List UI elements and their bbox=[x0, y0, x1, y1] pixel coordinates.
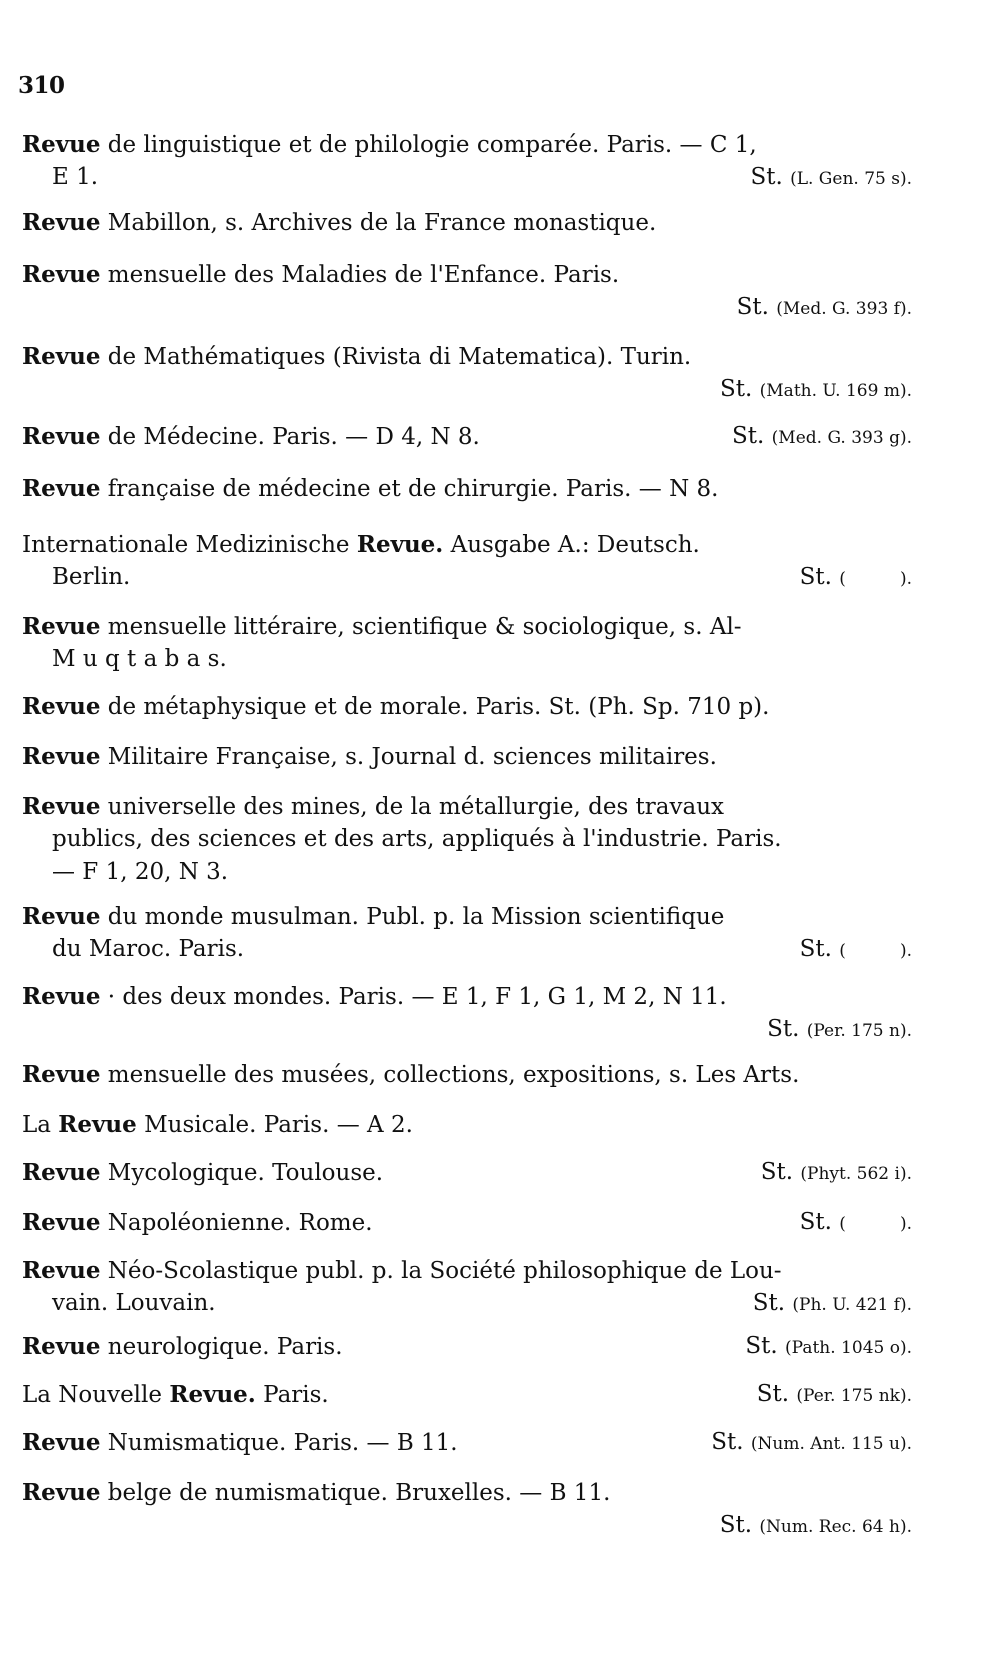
entry-keyword: Revue bbox=[22, 793, 101, 820]
entry-keyword: Revue bbox=[22, 261, 101, 288]
entry-text: E 1. bbox=[52, 164, 99, 190]
entry-line bbox=[22, 610, 912, 643]
entry-line bbox=[22, 1476, 912, 1509]
entry-line bbox=[22, 1206, 912, 1239]
entry-line bbox=[22, 161, 912, 194]
entry-22 bbox=[22, 1476, 912, 1542]
entry-line bbox=[22, 690, 912, 723]
shelf-code: ( ). bbox=[839, 1214, 912, 1234]
entry-text: · des deux mondes. Paris. — E 1, F 1, G 1, M 2, N 11. bbox=[100, 984, 727, 1010]
entry-line bbox=[22, 1156, 912, 1189]
entry-keyword: Revue bbox=[22, 1429, 101, 1456]
shelf-st: St. bbox=[767, 1016, 800, 1042]
entry-20 bbox=[22, 1378, 912, 1411]
shelf-st: St. bbox=[750, 164, 783, 190]
shelf-code: (Per. 175 n). bbox=[806, 1021, 912, 1041]
entry-6 bbox=[22, 472, 912, 505]
entry-line bbox=[22, 561, 912, 594]
entry-line bbox=[22, 528, 912, 561]
entry-line bbox=[22, 900, 912, 933]
shelf-mark bbox=[732, 420, 912, 455]
entry-text: Mabillon, s. Archives de la France monastique. bbox=[100, 210, 657, 236]
shelf-st: St. bbox=[799, 936, 832, 962]
entry-3 bbox=[22, 258, 912, 324]
shelf-mark bbox=[711, 1426, 912, 1461]
entry-prefix: La Nouvelle bbox=[22, 1382, 170, 1408]
entry-line bbox=[22, 1108, 912, 1141]
entry-line bbox=[22, 1378, 912, 1411]
entry-text: neurologique. Paris. bbox=[100, 1334, 343, 1360]
entry-text: de Mathématiques (Rivista di Matematica). Turin. bbox=[100, 344, 692, 370]
entry-keyword: Revue bbox=[22, 343, 101, 370]
entry-14 bbox=[22, 1058, 912, 1091]
entry-text: du Maroc. Paris. bbox=[52, 936, 245, 962]
entry-5 bbox=[22, 420, 912, 453]
shelf-st: St. bbox=[736, 294, 769, 320]
entry-keyword: Revue bbox=[22, 209, 101, 236]
entry-10 bbox=[22, 740, 912, 773]
entry-keyword: Revue bbox=[22, 475, 101, 502]
shelf-st: St. bbox=[756, 1381, 790, 1407]
entry-19 bbox=[22, 1330, 912, 1363]
shelf-code: (Num. Ant. 115 u). bbox=[750, 1434, 912, 1454]
page-number: 310 bbox=[18, 72, 65, 99]
entry-line bbox=[22, 933, 912, 966]
shelf-mark bbox=[737, 291, 912, 326]
entry-text: de linguistique et de philologie comparée. Paris. — C 1, bbox=[100, 132, 757, 158]
entry-prefix: Internationale Medizinische bbox=[22, 532, 357, 558]
entry-text: Néo-Scolastique publ. p. la Société philosophique de Lou- bbox=[100, 1258, 782, 1284]
entry-13 bbox=[22, 980, 912, 1046]
shelf-st: St. bbox=[719, 1512, 753, 1538]
entry-line bbox=[22, 472, 912, 505]
entry-line bbox=[22, 1013, 912, 1046]
entry-line bbox=[22, 420, 912, 453]
entry-text: Musicale. Paris. — A 2. bbox=[136, 1112, 413, 1138]
shelf-st: St. bbox=[711, 1429, 744, 1455]
entry-keyword: Revue bbox=[22, 1209, 101, 1236]
entry-keyword: Revue. bbox=[356, 531, 444, 558]
entry-keyword: Revue bbox=[22, 693, 101, 720]
shelf-st: St. bbox=[760, 1159, 794, 1185]
entry-keyword: Revue bbox=[22, 1257, 101, 1284]
shelf-code: (L. Gen. 75 s). bbox=[790, 169, 912, 189]
shelf-code: (Path. 1045 o). bbox=[785, 1338, 912, 1358]
entry-4 bbox=[22, 340, 912, 406]
entry-text: publics, des sciences et des arts, appliqués à l'industrie. Paris. bbox=[52, 826, 782, 852]
entry-text: Ausgabe A.: Deutsch. bbox=[443, 532, 700, 558]
shelf-code: ( ). bbox=[839, 941, 912, 961]
entry-text: Napoléonienne. Rome. bbox=[100, 1210, 373, 1236]
entry-keyword: Revue bbox=[22, 983, 101, 1010]
entry-text: M u q t a b a s. bbox=[52, 646, 227, 672]
shelf-st: St. bbox=[799, 1209, 832, 1235]
entry-text: belge de numismatique. Bruxelles. — B 11. bbox=[100, 1480, 611, 1506]
entry-text: française de médecine et de chirurgie. Paris. — N 8. bbox=[100, 476, 719, 502]
entry-keyword: Revue bbox=[22, 131, 101, 158]
entry-15 bbox=[22, 1108, 912, 1141]
shelf-code: (Math. U. 169 m). bbox=[759, 381, 912, 401]
entry-line bbox=[22, 128, 912, 161]
shelf-mark bbox=[767, 1013, 912, 1048]
entry-text: mensuelle littéraire, scientifique & sociologique, s. Al- bbox=[100, 614, 742, 640]
entry-line bbox=[22, 1287, 912, 1320]
shelf-mark bbox=[753, 1287, 912, 1322]
entry-line bbox=[22, 980, 912, 1013]
entry-line bbox=[22, 206, 912, 239]
entry-text: — F 1, 20, N 3. bbox=[52, 859, 229, 885]
shelf-code: (Med. G. 393 f). bbox=[776, 299, 912, 319]
shelf-code: (Ph. U. 421 f). bbox=[792, 1295, 912, 1315]
entry-text: Numismatique. Paris. — B 11. bbox=[100, 1430, 458, 1456]
entry-keyword: Revue bbox=[22, 743, 101, 770]
shelf-mark bbox=[720, 373, 912, 408]
shelf-code: (Med. G. 393 g). bbox=[771, 428, 912, 448]
entry-keyword: Revue bbox=[22, 423, 101, 450]
entry-11 bbox=[22, 790, 912, 889]
entry-line bbox=[22, 740, 912, 773]
entry-text: universelle des mines, de la métallurgie, des travaux bbox=[100, 794, 724, 820]
entry-line bbox=[22, 856, 912, 889]
shelf-st: St. bbox=[799, 564, 832, 590]
shelf-mark bbox=[761, 1156, 912, 1191]
entry-21 bbox=[22, 1426, 912, 1459]
entry-line bbox=[22, 1426, 912, 1459]
entry-line bbox=[22, 340, 912, 373]
entry-text: mensuelle des musées, collections, expositions, s. Les Arts. bbox=[100, 1062, 800, 1088]
entry-line bbox=[22, 1330, 912, 1363]
entry-keyword: Revue bbox=[22, 1333, 101, 1360]
entry-text: du monde musulman. Publ. p. la Mission scientifique bbox=[100, 904, 725, 930]
shelf-mark bbox=[800, 1206, 912, 1241]
entry-keyword: Revue bbox=[22, 903, 101, 930]
entry-8 bbox=[22, 610, 912, 676]
shelf-mark bbox=[800, 933, 912, 968]
shelf-st: St. bbox=[720, 376, 753, 402]
entry-prefix: La bbox=[22, 1112, 59, 1138]
entry-keyword: Revue bbox=[22, 1479, 101, 1506]
entry-text: Mycologique. Toulouse. bbox=[100, 1160, 384, 1186]
shelf-mark bbox=[750, 161, 912, 196]
shelf-code: ( ). bbox=[839, 569, 912, 589]
entry-keyword: Revue bbox=[58, 1111, 137, 1138]
entry-text: Paris. bbox=[255, 1382, 329, 1408]
shelf-mark bbox=[757, 1378, 912, 1413]
entry-text: vain. Louvain. bbox=[52, 1290, 216, 1316]
entry-12 bbox=[22, 900, 912, 966]
entry-1 bbox=[22, 128, 912, 194]
entry-keyword: Revue. bbox=[169, 1381, 256, 1408]
shelf-st: St. bbox=[745, 1333, 778, 1359]
entry-16 bbox=[22, 1156, 912, 1189]
entry-line bbox=[22, 823, 912, 856]
shelf-mark bbox=[745, 1330, 912, 1365]
shelf-code: (Per. 175 nk). bbox=[796, 1386, 912, 1406]
shelf-mark bbox=[800, 561, 912, 596]
entry-line bbox=[22, 643, 912, 676]
entry-line bbox=[22, 790, 912, 823]
entry-keyword: Revue bbox=[22, 1061, 101, 1088]
entry-text: Militaire Française, s. Journal d. sciences militaires. bbox=[100, 744, 717, 770]
entry-text: mensuelle des Maladies de l'Enfance. Paris. bbox=[100, 262, 620, 288]
entry-9 bbox=[22, 690, 912, 723]
entry-17 bbox=[22, 1206, 912, 1239]
entry-line bbox=[22, 373, 912, 406]
entry-line bbox=[22, 1058, 912, 1091]
entry-text: de Médecine. Paris. — D 4, N 8. bbox=[100, 424, 480, 450]
entry-line bbox=[22, 291, 912, 324]
entry-18 bbox=[22, 1254, 912, 1320]
shelf-code: (Phyt. 562 i). bbox=[800, 1164, 912, 1184]
shelf-mark bbox=[720, 1509, 912, 1544]
entry-text: Berlin. bbox=[52, 564, 131, 590]
shelf-st: St. bbox=[732, 423, 765, 449]
entry-2 bbox=[22, 206, 912, 239]
entry-keyword: Revue bbox=[22, 613, 101, 640]
entry-line bbox=[22, 1509, 912, 1542]
shelf-code: (Num. Rec. 64 h). bbox=[759, 1517, 912, 1537]
entry-keyword: Revue bbox=[22, 1159, 101, 1186]
entry-7 bbox=[22, 528, 912, 594]
entry-text: de métaphysique et de morale. Paris. St. (Ph. Sp. 710 p). bbox=[100, 694, 770, 720]
entry-line bbox=[22, 1254, 912, 1287]
shelf-st: St. bbox=[752, 1290, 786, 1316]
entry-line bbox=[22, 258, 912, 291]
